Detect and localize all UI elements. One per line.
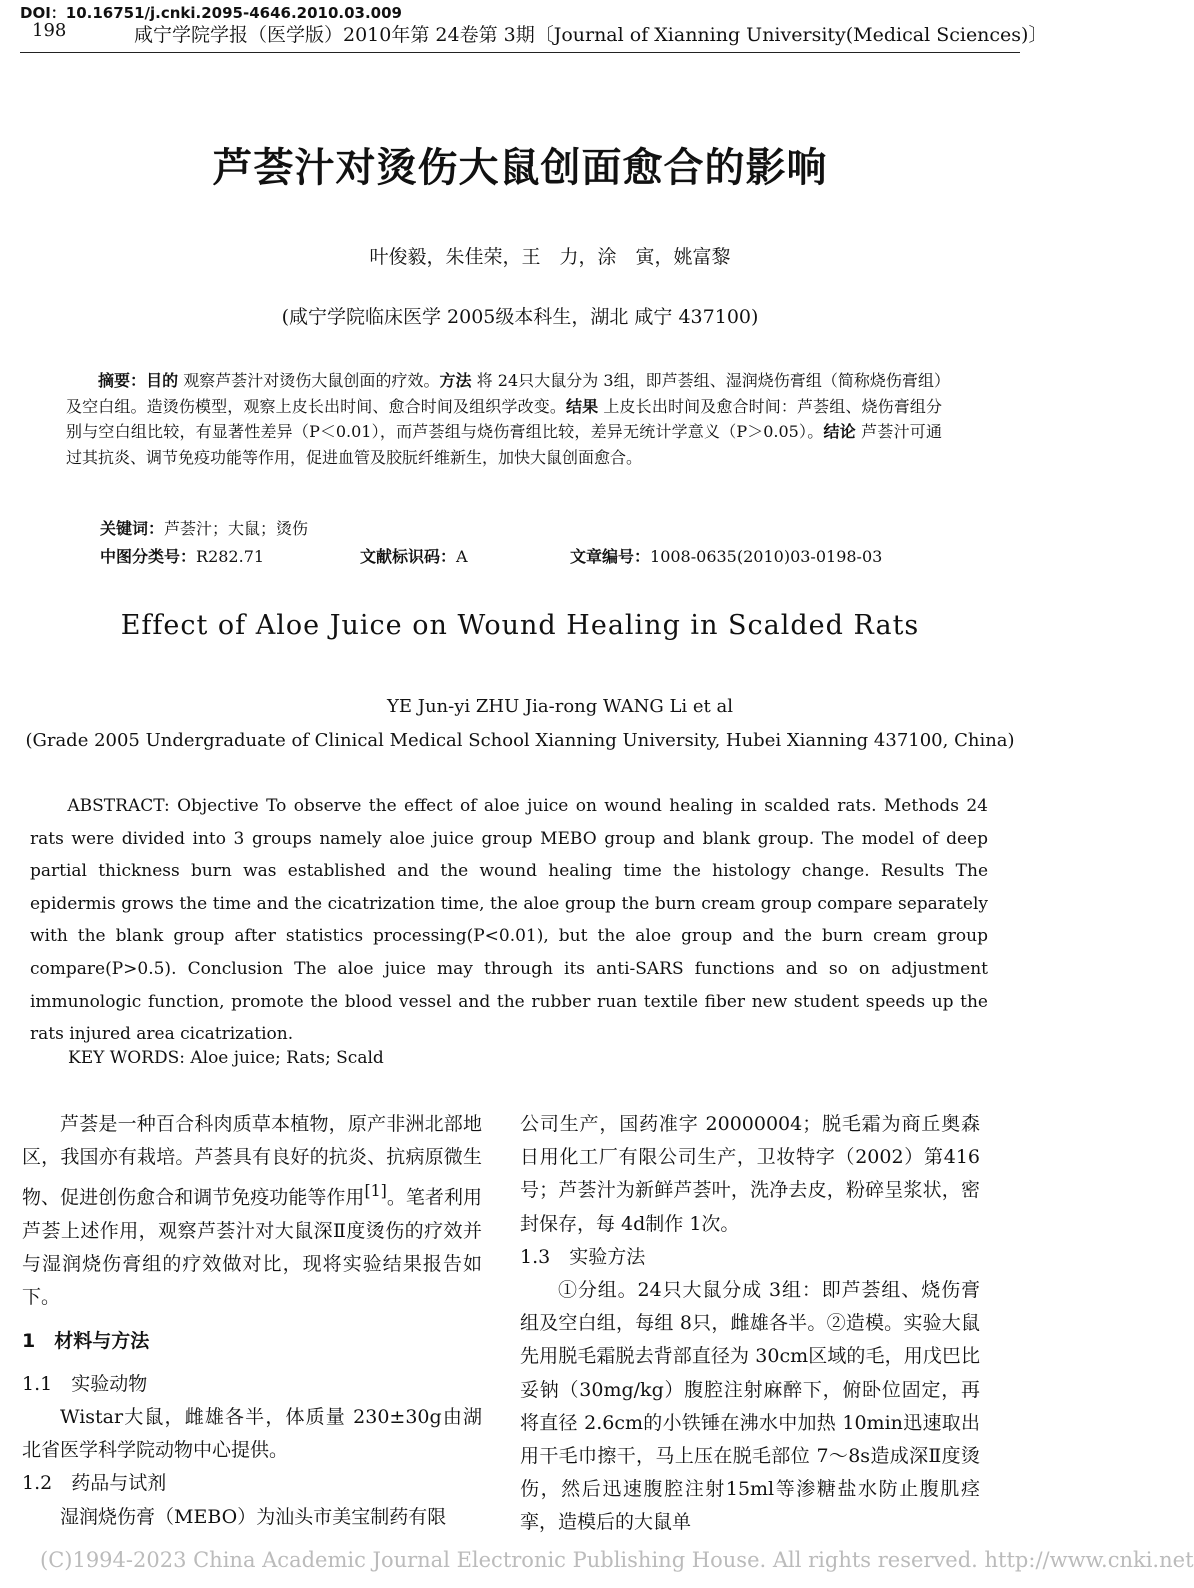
en-results-label: Results (880, 861, 945, 882)
subsection-heading: 1.1 实验动物 (22, 1372, 148, 1395)
intro-text: 芦荟是一种百合科肉质草本植物，原产非洲北部地区，我国亦有栽培。芦荟具有良好的抗炎、抗病原微生物、促进创伤愈合和调节免疫功能等作用 (22, 1113, 482, 1209)
doc-value: A (456, 547, 468, 566)
en-methods-label: Methods (883, 796, 959, 816)
paragraph: ①分组。24只大鼠分成 3组：即芦荟组、烧伤膏组及空白组，每组 8只，雌雄各半。②造模。实验大鼠先用脱毛霜脱去背部直径为 30cm区域的毛，用戊巴比妥钠（30mg/kg）腹腔注射麻醉下，俯卧位固定，再将直径 2.6cm的小铁锤在沸水中加热 10min迅速取出用干毛巾擦干，马上压在脱毛部位 7～8s造成深Ⅱ度烫伤，然后迅速腹腔注射15ml等渗糖盐水防止腹肌痉挛，造模后的大鼠单 (520, 1279, 980, 1534)
clc-number (100, 544, 264, 567)
copyright-watermark: (C)1994-2023 China Academic Journal Electronic Publishing House. All rights reserved. http://www.cnki.net (40, 1548, 1194, 1572)
conclusion-text: 芦荟汁可通过其抗炎、调节免疫功能等作用，促进血管及胶朊纤维新生，加快大鼠创面愈合。 (66, 422, 942, 467)
objective-text: 观察芦荟汁对烫伤大鼠创面的疗效。 (178, 371, 440, 390)
running-head: 咸宁学院学报（医学版）2010年第 24卷第 3期〔Journal of Xianning University(Medical Sciences)〕 (134, 24, 1048, 46)
article-number (570, 544, 882, 567)
section-heading: 1 材料与方法 (22, 1329, 150, 1352)
authors: 叶俊毅，朱佳荣，王 力，涂 寅，姚富黎 (369, 246, 731, 268)
keywords-value: 芦荟汁；大鼠；烫伤 (164, 519, 309, 538)
clc-value: R282.71 (196, 547, 265, 566)
paragraph: 公司生产，国药准字 20000004；脱毛霜为商丘奥森日用化工厂有限公司生产，卫妆特字（2002）第416号；芦荟汁为新鲜芦荟叶，洗净去皮，粉碎呈浆状，密封保存，每 4d制作 1次。 (520, 1113, 980, 1235)
abstract-en-label: ABSTRACT: (67, 796, 170, 816)
keywords-label: 关键词： (100, 519, 165, 538)
objective-label: 目的 (146, 371, 179, 390)
en-conclusion-label: Conclusion (187, 958, 284, 979)
paragraph: 湿润烧伤膏（MEBO）为汕头市美宝制药有限 (60, 1505, 447, 1528)
en-results-text: The epidermis grows the time and the cicatrization time, the aloe group the burn cream group compare separately with the blank group after statistics processing(P<0.01), but the aloe group and the burn cream group compare(P>0.5). (30, 861, 988, 979)
header-rule (20, 52, 1020, 53)
body-right-column (520, 1108, 980, 1540)
citation-ref: [1] (364, 1181, 387, 1201)
en-methods-text: 24 rats were divided into 3 groups namely aloe juice group MEBO group and blank group. The model of deep partial thickness burn was established and the wound healing time the histology change. (30, 796, 988, 882)
english-title: Effect of Aloe Juice on Wound Healing in Scalded Rats (120, 610, 920, 641)
methods-label: 方法 (439, 371, 472, 390)
results-label: 结果 (565, 396, 599, 416)
doi: DOI：10.16751/j.cnki.2095-4646.2010.03.009 (20, 4, 402, 22)
english-authors: YE Jun-yi ZHU Jia-rong WANG Li et al (386, 696, 734, 717)
abstract-label: 摘要： (98, 371, 147, 390)
keywords-cn (100, 516, 308, 539)
doc-label: 文献标识码： (360, 547, 457, 566)
body-left-column (22, 1108, 482, 1534)
article-title: 芦荟汁对烫伤大鼠创面愈合的影响 (212, 145, 828, 191)
en-objective-label: Objective (177, 796, 259, 816)
doc-code (360, 544, 468, 567)
intro-tail: 。笔者利用芦荟上述作用，观察芦荟汁对大鼠深Ⅱ度烫伤的疗效并与湿润烧伤膏组的疗效做对比，现将实验结果报告如下。 (22, 1186, 482, 1309)
paragraph: Wistar大鼠，雌雄各半，体质量 230±30g由湖北省医学科学院动物中心提供。 (22, 1405, 482, 1462)
abstract-en (30, 790, 988, 1051)
conclusion-label: 结论 (823, 422, 856, 441)
abstract-cn (66, 368, 942, 470)
en-keywords-value: Aloe juice; Rats; Scald (190, 1048, 384, 1068)
results-text: 上皮长出时间及愈合时间：芦荟组、烧伤膏组分别与空白组比较，有显著性差异（P＜0.01），而芦荟组与烧伤膏组比较，差异无统计学意义（P＞0.05）。 (66, 396, 942, 441)
keywords-en (68, 1048, 384, 1068)
article-value: 1008-0635(2010)03-0198-03 (650, 547, 883, 566)
english-affiliation: (Grade 2005 Undergraduate of Clinical Medical School Xianning University, Hubei Xianning 437100, China) (25, 730, 1015, 751)
intro-paragraph (22, 1108, 482, 1315)
en-conclusion-text: The aloe juice may through its anti-SARS functions and so on adjustment immunologic function, promote the blood vessel and the rubber ruan textile fiber new student speeds up the rats injured area cicatrization. (30, 958, 988, 1045)
page-number: 198 (32, 20, 67, 41)
affiliation: (咸宁学院临床医学 2005级本科生，湖北 咸宁 437100) (281, 306, 759, 328)
clc-label: 中图分类号： (100, 547, 197, 566)
en-objective-text: To observe the effect of aloe juice on wound healing in scalded rats. (258, 796, 877, 816)
subsection-heading: 1.2 药品与试剂 (22, 1472, 167, 1495)
subsection-heading: 1.3 实验方法 (520, 1245, 646, 1268)
en-keywords-label: KEY WORDS: (68, 1048, 185, 1068)
methods-text: 将 24只大鼠分为 3组，即芦荟组、湿润烧伤膏组（简称烧伤膏组）及空白组。造烫伤模型，观察上皮长出时间、愈合时间及组织学改变。 (66, 371, 942, 416)
article-label: 文章编号： (570, 547, 651, 566)
